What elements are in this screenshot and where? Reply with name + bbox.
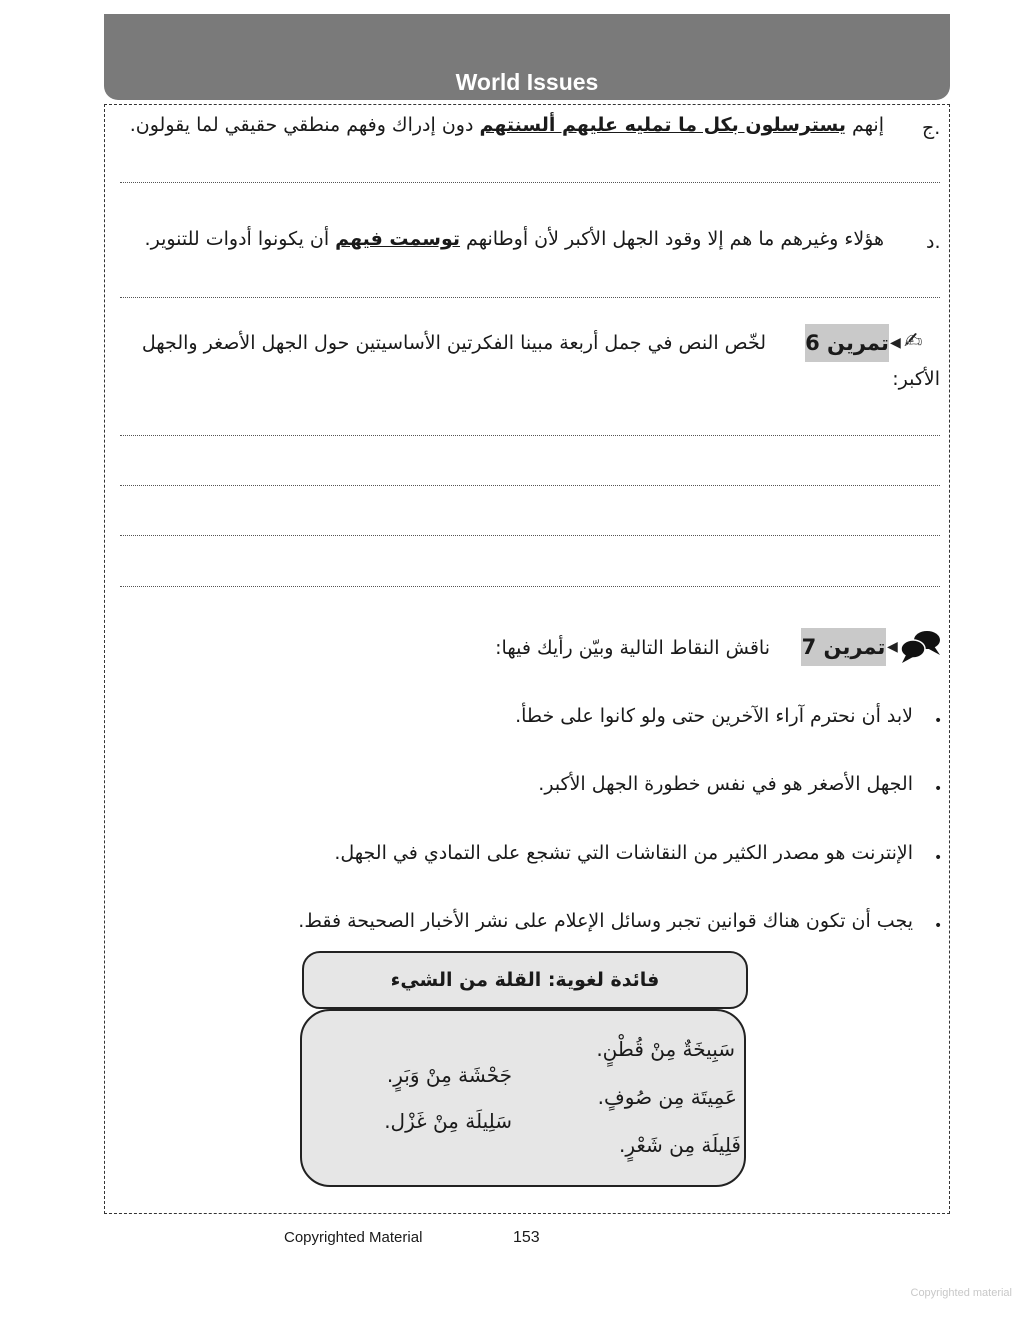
discussion-point: الإنترنت هو مصدر الكثير من النقاشات التي تشجع على التمادي في الجهل. [334,842,913,864]
bullet-icon: • [934,918,943,934]
answer-line[interactable] [120,182,940,183]
bullet-icon: • [934,781,943,797]
arrow-left-icon: ◀ [887,639,898,655]
page-header-title: World Issues [455,69,599,95]
bullet-icon: • [934,850,943,866]
item-d-underlined-phrase: توسمت فيهم [335,228,461,250]
answer-line[interactable] [120,586,940,587]
linguistic-example: سَبِيخَةٌ مِنْ قُطْنٍ. [596,1037,735,1061]
item-j-underlined-phrase: يسترسلون بكل ما تمليه عليهم ألسنتهم [479,114,846,136]
exercise-7-instruction: ناقش النقاط التالية وبيّن رأيك فيها: [495,637,770,659]
linguistic-example: فَلِيلَة مِن شَعْرٍ. [618,1133,741,1157]
bullet-icon: • [934,713,943,729]
linguistic-note-title: فائدة لغوية: القلة من الشيء [302,951,748,1009]
exercise-6-tag: تمرين 6 [805,324,889,362]
answer-line[interactable] [120,297,940,298]
header-banner [104,14,950,100]
answer-line[interactable] [120,435,940,436]
exercise-6-instruction: لخّص النص في جمل أربعة مبينا الفكرتين الأساسيتين حول الجهل الأصغر والجهل [141,332,766,354]
item-j-text: إنهم يسترسلون بكل ما تمليه عليهم ألسنتهم دون إدراك وفهم منطقي حقيقي لما يقولون. [129,114,884,136]
linguistic-example: جَحْشَة مِنْ وَبَرٍ. [386,1063,512,1087]
discussion-point: الجهل الأصغر هو في نفس خطورة الجهل الأكبر. [538,773,913,795]
linguistic-example: عَمِيتَة مِن صُوفٍ. [597,1085,737,1109]
answer-line[interactable] [120,485,940,486]
page-number: 153 [513,1229,540,1246]
item-d-text: هؤلاء وغيرهم ما هم إلا وقود الجهل الأكبر لأن أوطانهم توسمت فيهم أن يكونوا أدوات للتنوير. [144,228,884,250]
exercise-7-tag: تمرين 7 [801,628,886,666]
discussion-point: لابد أن نحترم آراء الآخرين حتى ولو كانوا على خطأ. [515,705,913,727]
pencil-writing-icon: ✍ [904,329,923,354]
speech-bubbles-icon [898,628,944,664]
copyright-watermark: Copyrighted material [910,1287,1012,1299]
discussion-point: يجب أن تكون هناك قوانين تجبر وسائل الإعلام على نشر الأخبار الصحيحة فقط. [298,910,913,932]
arrow-left-icon: ◀ [890,335,901,351]
item-letter-j: ج. [922,117,941,139]
item-letter-d: د. [926,231,941,253]
linguistic-example: سَلِيلَة مِنْ غَزْل. [384,1109,512,1133]
copyright-footer: Copyrighted Material [284,1229,423,1246]
answer-line[interactable] [120,535,940,536]
exercise-6-instruction-continued: الأكبر: [892,368,940,390]
